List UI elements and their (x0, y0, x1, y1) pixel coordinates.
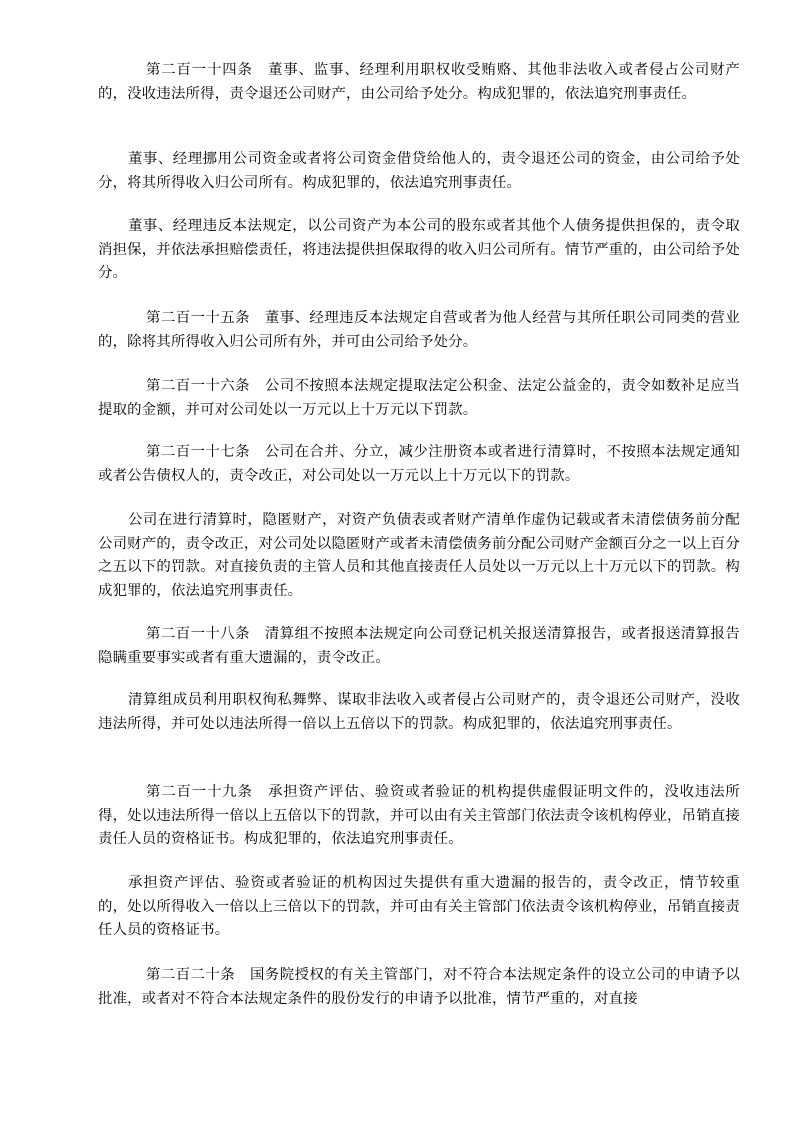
article-214-clause-2-paragraph: 董事、经理挪用公司资金或者将公司资金借贷给他人的，责令退还公司的资金，由公司给予处分，将其所得收入归公司所有。构成犯罪的，依法追究刑事责任。 (98, 151, 740, 191)
article-215-paragraph: 第二百一十五条 董事、经理违反本法规定自营或者为他人经营与其所任职公司同类的营业的，除将其所得收入归公司所有外，并可由公司给予处分。 (98, 310, 740, 350)
article-217-paragraph: 第二百一十七条 公司在合并、分立，减少注册资本或者进行清算时，不按照本法规定通知或者公告债权人的，责令改正，对公司处以一万元以上十万元以下的罚款。 (98, 444, 740, 484)
article-216-paragraph: 第二百一十六条 公司不按照本法规定提取法定公积金、法定公益金的，责令如数补足应当提取的金额，并可对公司处以一万元以上十万元以下罚款。 (98, 378, 740, 418)
article-217-clause-2-paragraph: 公司在进行清算时，隐匿财产，对资产负债表或者财产清单作虚伪记载或者未清偿债务前分配公司财产的，责令改正，对公司处以隐匿财产或者未清偿债务前分配公司财产金额百分之一以上百分之五以下的罚款。对直接负责的主管人员和其他直接责任人员处以一万元以上十万元以下的罚款。构成犯罪的，依法追究刑事责任。 (98, 512, 740, 599)
article-219-clause-2-paragraph: 承担资产评估、验资或者验证的机构因过失提供有重大遗漏的报告的，责令改正，情节较重的，处以所得收入一倍以上三倍以下的罚款，并可由有关主管部门依法责令该机构停业，吊销直接责任人员的资格证书。 (98, 875, 740, 938)
article-218-paragraph: 第二百一十八条 清算组不按照本法规定向公司登记机关报送清算报告，或者报送清算报告隐瞒重要事实或者有重大遗漏的，责令改正。 (98, 626, 740, 666)
article-214-paragraph: 第二百一十四条 董事、监事、经理利用职权收受贿赂、其他非法收入或者侵占公司财产的，没收违法所得，责令退还公司财产，由公司给予处分。构成犯罪的，依法追究刑事责任。 (98, 62, 740, 102)
article-220-paragraph: 第二百二十条 国务院授权的有关主管部门，对不符合本法规定条件的设立公司的申请予以批准，或者对不符合本法规定条件的股份发行的申请予以批准，情节严重的，对直接 (98, 967, 740, 1007)
article-218-clause-2-paragraph: 清算组成员利用职权徇私舞弊、谋取非法收入或者侵占公司财产的，责令退还公司财产，没收违法所得，并可处以违法所得一倍以上五倍以下的罚款。构成犯罪的，依法追究刑事责任。 (98, 692, 740, 732)
article-219-paragraph: 第二百一十九条 承担资产评估、验资或者验证的机构提供虚假证明文件的，没收违法所得，处以违法所得一倍以上五倍以下的罚款，并可以由有关主管部门依法责令该机构停业，吊销直接责任人员的资格证书。构成犯罪的，依法追究刑事责任。 (98, 784, 740, 847)
article-214-clause-3-paragraph: 董事、经理违反本法规定，以公司资产为本公司的股东或者其他个人债务提供担保的，责令取消担保，并依法承担赔偿责任，将违法提供担保取得的收入归公司所有。情节严重的，由公司给予处分。 (98, 218, 740, 281)
